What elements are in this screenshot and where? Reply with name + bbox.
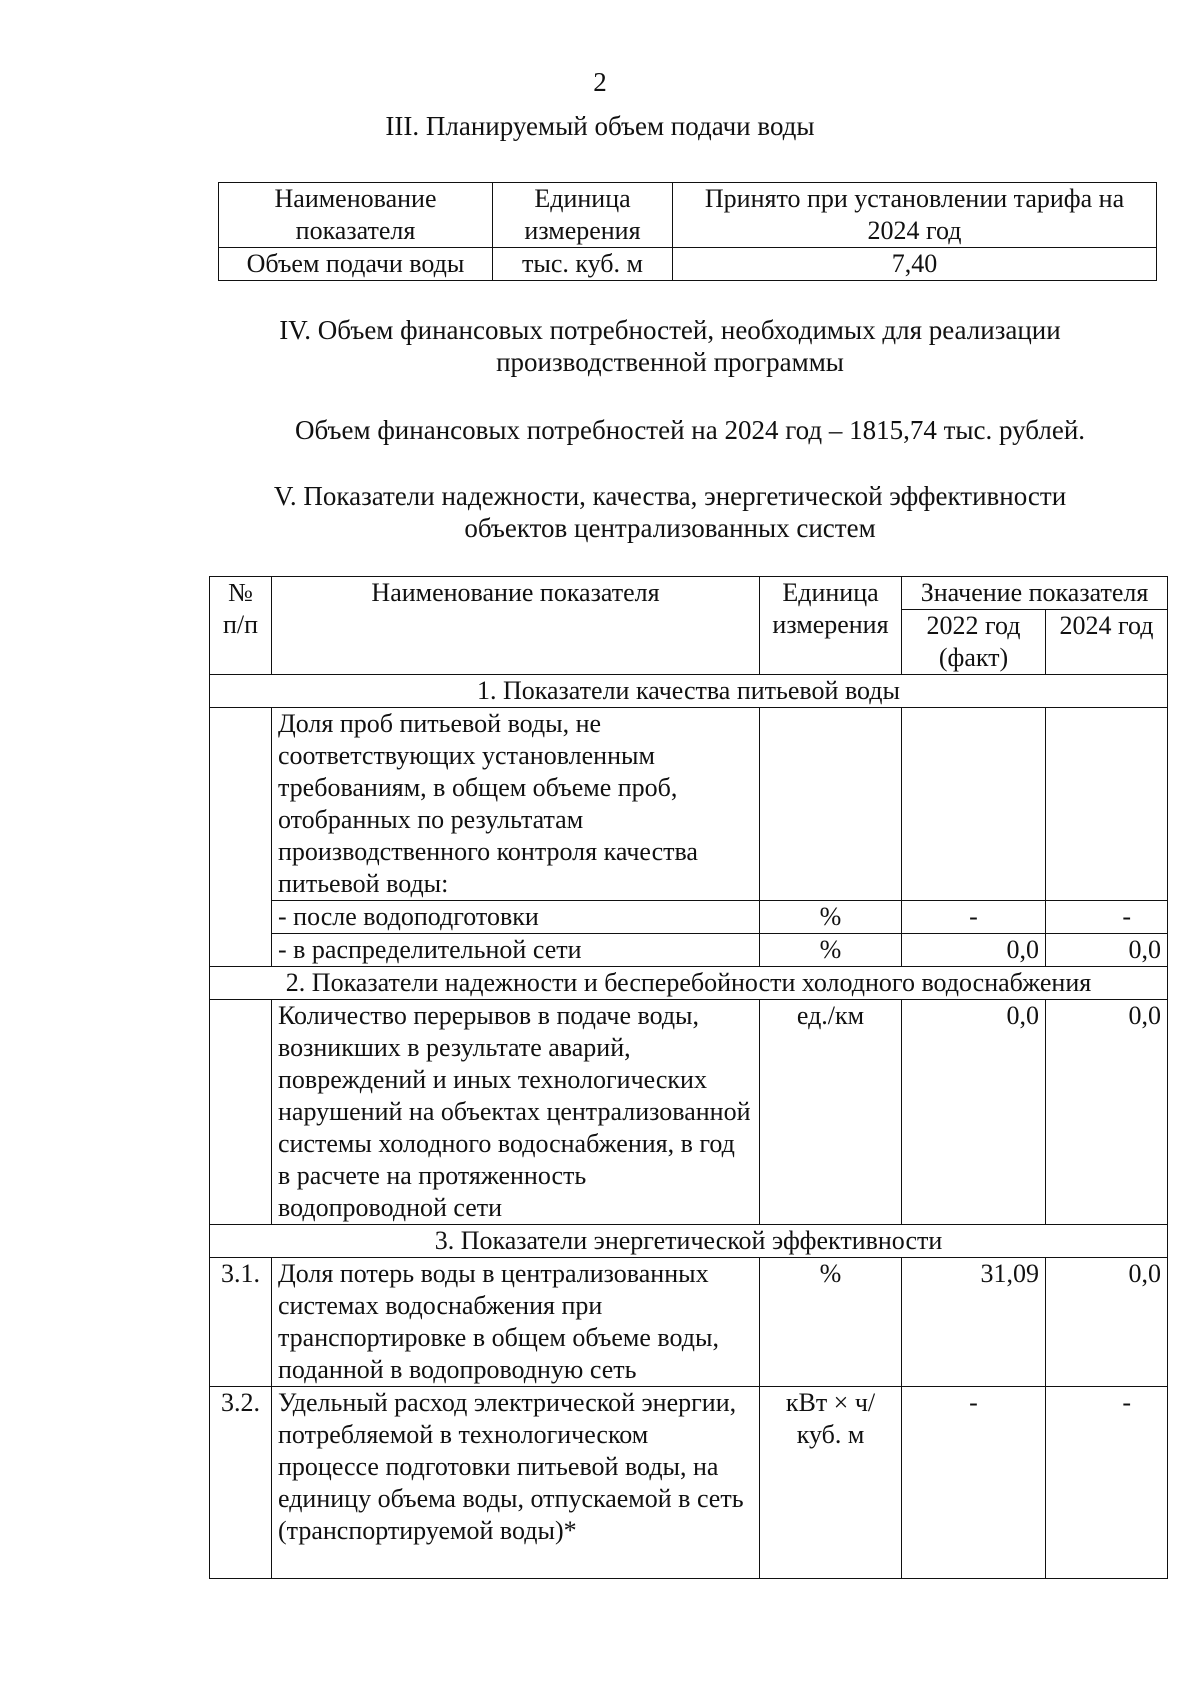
- group-1-row-2-2022: 0,0: [902, 934, 1046, 967]
- water-supply-table: [218, 182, 1157, 281]
- header-value: Принято при установлении тарифа на 2024 год: [673, 183, 1157, 248]
- header-indicator-name: Наименование показателя: [272, 577, 760, 675]
- group-3-row-2-2024: -: [1046, 1387, 1168, 1579]
- group-1-title: 1. Показатели качества питьевой воды: [210, 675, 1168, 708]
- group-3-row-1-num: 3.1.: [210, 1258, 272, 1387]
- group-3-row-1-unit: %: [760, 1258, 902, 1387]
- group-3-row-1-2024: 0,0: [1046, 1258, 1168, 1387]
- header-unit: Единица измерения: [493, 183, 673, 248]
- row-unit: тыс. куб. м: [493, 248, 673, 281]
- group-3-row-2-num: 3.2.: [210, 1387, 272, 1579]
- group-1-num-cell: [210, 708, 272, 967]
- header-2022: 2022 год (факт): [902, 610, 1046, 675]
- group-2-row-1-2024: 0,0: [1046, 1000, 1168, 1225]
- group-2-row-1-name: Количество перерывов в подаче воды, возникших в результате аварий, повреждений и иных технологических нарушений на объектах централизованной системы холодного водоснабжения, в год в расчете на протяженность водопроводной сети: [272, 1000, 760, 1225]
- group-1-row-1-2022: -: [902, 901, 1046, 934]
- section-4-title: IV. Объем финансовых потребностей, необходимых для реализации производственной программы: [279, 315, 1061, 377]
- group-3-row-2-name: Удельный расход электрической энергии, потребляемой в технологическом процессе подготовки питьевой воды, на единицу объема воды, отпускаемой в сеть (транспортируемой воды)*: [272, 1387, 760, 1579]
- group-1-intro-2022: [902, 708, 1046, 901]
- group-2-num-cell: [210, 1000, 272, 1225]
- group-1-row-2-name: - в распределительной сети: [272, 934, 760, 967]
- page-number: 2: [593, 67, 607, 97]
- group-1-row-2-unit: %: [760, 934, 902, 967]
- row-name: Объем подачи воды: [219, 248, 493, 281]
- group-3-title: 3. Показатели энергетической эффективности: [210, 1225, 1168, 1258]
- group-2-row-1-2022: 0,0: [902, 1000, 1046, 1225]
- group-1-intro-unit: [760, 708, 902, 901]
- header-num: № п/п: [210, 577, 272, 675]
- header-unit: Единица измерения: [760, 577, 902, 675]
- group-2-title: 2. Показатели надежности и бесперебойности холодного водоснабжения: [210, 967, 1168, 1000]
- header-2024: 2024 год: [1046, 610, 1168, 675]
- group-1-row-1-2024: -: [1046, 901, 1168, 934]
- group-1-row-1-unit: %: [760, 901, 902, 934]
- group-1-row-1-name: - после водоподготовки: [272, 901, 760, 934]
- financial-needs-text: Объем финансовых потребностей на 2024 год – 1815,74 тыс. рублей.: [294, 415, 1086, 445]
- section-5-title: V. Показатели надежности, качества, энергетической эффективности объектов централизованных систем: [273, 481, 1067, 543]
- group-3-row-1-2022: 31,09: [902, 1258, 1046, 1387]
- row-value: 7,40: [673, 248, 1157, 281]
- group-1-row-2-2024: 0,0: [1046, 934, 1168, 967]
- section-3-title: III. Планируемый объем подачи воды: [385, 111, 815, 141]
- header-value-group: Значение показателя: [902, 577, 1168, 610]
- group-3-row-1-name: Доля потерь воды в централизованных системах водоснабжения при транспортировке в общем объеме воды, поданной в водопроводную сеть: [272, 1258, 760, 1387]
- group-1-intro-2024: [1046, 708, 1168, 901]
- indicators-table: [209, 576, 1168, 1579]
- group-3-row-2-unit: кВт × ч/ куб. м: [760, 1387, 902, 1579]
- group-3-row-2-2022: -: [902, 1387, 1046, 1579]
- header-name: Наименование показателя: [219, 183, 493, 248]
- group-2-row-1-unit: ед./км: [760, 1000, 902, 1225]
- group-1-intro: Доля проб питьевой воды, не соответствующих установленным требованиям, в общем объеме проб, отобранных по результатам производственного контроля качества питьевой воды:: [272, 708, 760, 901]
